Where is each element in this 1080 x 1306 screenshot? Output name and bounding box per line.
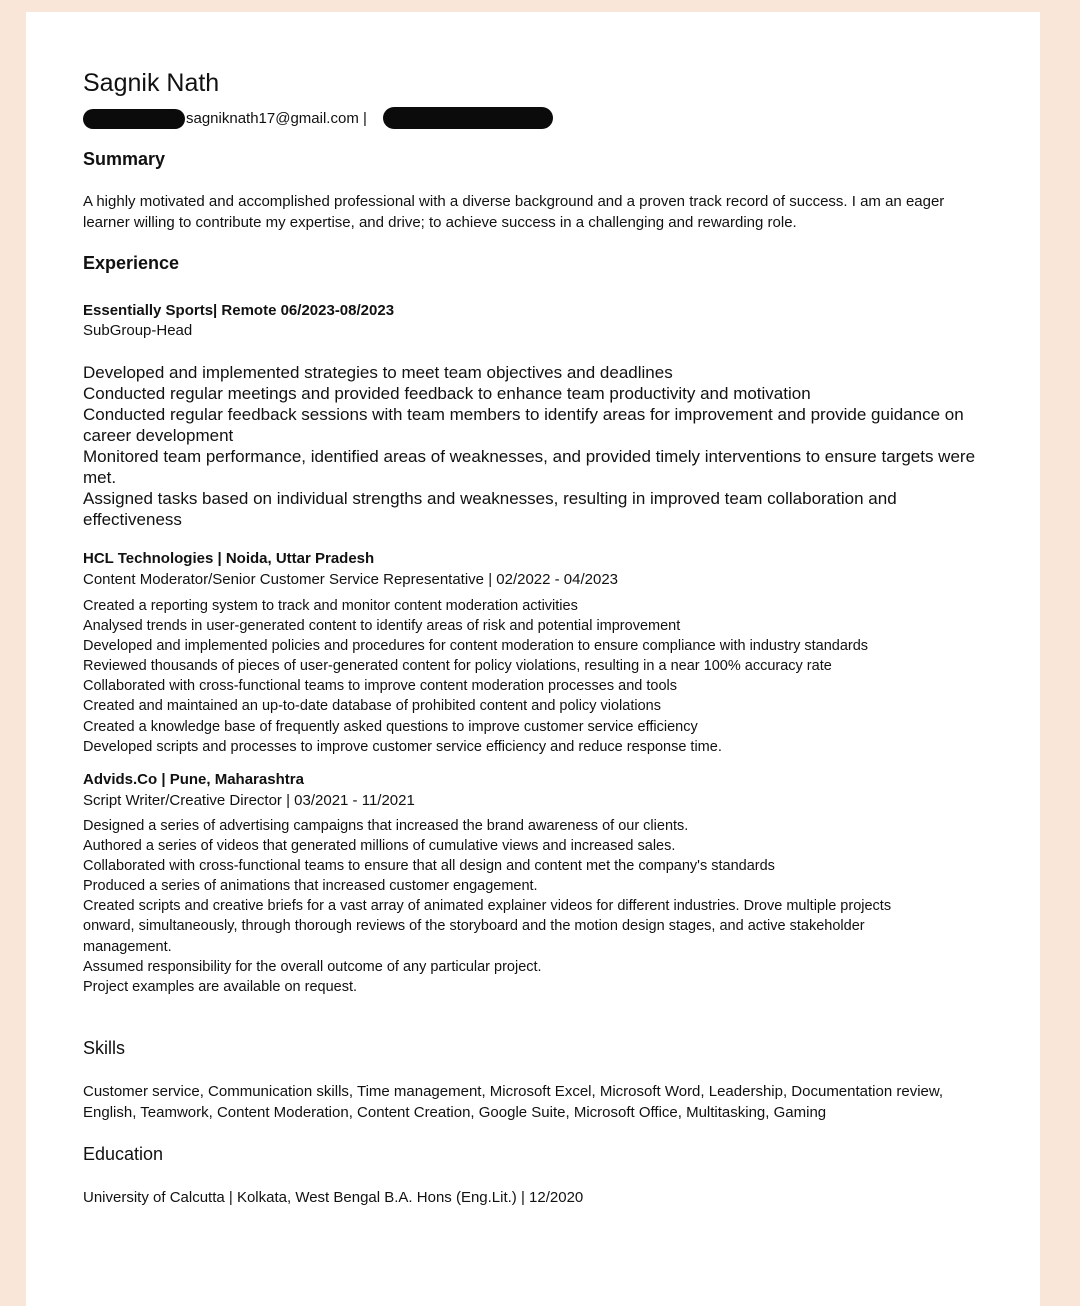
job-bullets <box>83 816 963 997</box>
list-item: Developed and implemented strategies to meet team objectives and deadlines <box>83 363 673 382</box>
job-role: Script Writer/Creative Director | 03/2021 - 11/2021 <box>83 792 415 809</box>
candidate-name: Sagnik Nath <box>83 69 220 97</box>
list-item: Conducted regular meetings and provided feedback to enhance team productivity and motivation <box>83 384 811 403</box>
list-item: Created and maintained an up-to-date database of prohibited content and policy violations <box>83 698 661 715</box>
email-address[interactable]: sagniknath17@gmail.com | <box>186 110 367 127</box>
job-role: SubGroup-Head <box>83 322 193 339</box>
list-item: Collaborated with cross-functional teams to ensure that all design and content met the company's standards <box>83 858 775 875</box>
list-item: Developed scripts and processes to improve customer service efficiency and reduce response time. <box>83 738 722 755</box>
list-item: Assumed responsibility for the overall outcome of any particular project. <box>83 958 542 975</box>
summary-text: A highly motivated and accomplished professional with a diverse background and a proven track record of success. I am an eager learner willing to contribute my expertise, and drive; to achieve success in a challenging and rewarding role. <box>83 193 945 231</box>
list-item: Authored a series of videos that generated millions of cumulative views and increased sales. <box>83 838 676 855</box>
list-item: Developed and implemented policies and procedures for content moderation to ensure compliance with industry standards <box>83 638 869 655</box>
skills-heading: Skills <box>83 1038 126 1058</box>
job-title: Essentially Sports| Remote 06/2023-08/2023 <box>83 302 395 319</box>
job-title: HCL Technologies | Noida, Uttar Pradesh <box>83 550 375 567</box>
education-text: University of Calcutta | Kolkata, West Bengal B.A. Hons (Eng.Lit.) | 12/2020 <box>83 1189 584 1206</box>
job-bullets <box>83 596 993 757</box>
skills-text: Customer service, Communication skills, Time management, Microsoft Excel, Microsoft Word, Leadership, Documentation review, English, Teamwork, Content Moderation, Content Creation, Google Suite, Microsoft Office, Multitasking, Gaming <box>83 1083 944 1121</box>
list-item: Produced a series of animations that increased customer engagement. <box>83 878 538 895</box>
job-title: Advids.Co | Pune, Maharashtra <box>83 771 304 788</box>
list-item: Assigned tasks based on individual strengths and weaknesses, resulting in improved team collaboration and effectiveness <box>83 489 897 529</box>
list-item: Created scripts and creative briefs for a vast array of animated explainer videos for different industries. Drove multiple projects onward, simultaneously, through thorough reviews of the storyboard and the motion design stages, and active stakeholder management. <box>83 898 892 955</box>
job-role: Content Moderator/Senior Customer Service Representative | 02/2022 - 04/2023 <box>83 571 619 588</box>
job-bullets <box>83 362 993 530</box>
list-item: Monitored team performance, identified areas of weaknesses, and provided timely interventions to ensure targets were met. <box>83 447 976 487</box>
list-item: Analysed trends in user-generated content to identify areas of risk and potential improvement <box>83 618 681 635</box>
list-item: Reviewed thousands of pieces of user-generated content for policy violations, resulting in a near 100% accuracy rate <box>83 658 832 675</box>
experience-heading: Experience <box>83 253 180 273</box>
list-item: Collaborated with cross-functional teams to improve content moderation processes and tools <box>83 678 677 695</box>
redacted-phone <box>83 109 185 129</box>
redacted-link <box>383 107 553 129</box>
resume-page <box>26 12 1040 1306</box>
list-item: Project examples are available on request. <box>83 978 358 995</box>
summary-heading: Summary <box>83 149 166 169</box>
education-heading: Education <box>83 1144 164 1164</box>
list-item: Created a reporting system to track and monitor content moderation activities <box>83 598 578 614</box>
contact-line <box>83 107 603 131</box>
list-item: Created a knowledge base of frequently asked questions to improve customer service efficiency <box>83 718 698 735</box>
list-item: Designed a series of advertising campaigns that increased the brand awareness of our clients. <box>83 818 689 834</box>
list-item: Conducted regular feedback sessions with team members to identify areas for improvement and provide guidance on career development <box>83 405 983 445</box>
